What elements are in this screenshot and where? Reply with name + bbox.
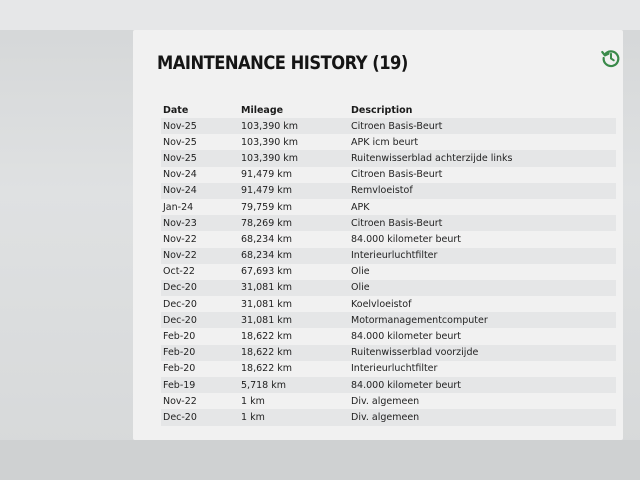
cell-date: Nov-25 (161, 150, 239, 166)
cell-description: 84.000 kilometer beurt (349, 377, 616, 393)
history-clock-icon (600, 47, 622, 69)
cell-date: Feb-20 (161, 361, 239, 377)
cell-description: Ruitenwisserblad voorzijde (349, 345, 616, 361)
table-row (161, 361, 616, 377)
cell-date: Nov-22 (161, 393, 239, 409)
cell-description: Div. algemeen (349, 409, 616, 425)
cell-description: Ruitenwisserblad achterzijde links (349, 150, 616, 166)
table-row (161, 393, 616, 409)
cell-mileage: 91,479 km (239, 183, 349, 199)
cell-description: APK (349, 199, 616, 215)
table-row (161, 231, 616, 247)
table-row (161, 377, 616, 393)
table-row (161, 264, 616, 280)
cell-date: Feb-20 (161, 328, 239, 344)
table-row (161, 134, 616, 150)
maintenance-history-table (161, 102, 616, 426)
cell-mileage: 103,390 km (239, 150, 349, 166)
cell-mileage: 91,479 km (239, 167, 349, 183)
cell-mileage: 103,390 km (239, 134, 349, 150)
table-row (161, 312, 616, 328)
top-band (0, 0, 640, 30)
table-row (161, 248, 616, 264)
cell-date: Nov-22 (161, 231, 239, 247)
table-row (161, 167, 616, 183)
header-description: Description (351, 104, 413, 116)
header-mileage: Mileage (241, 104, 284, 116)
cell-mileage: 1 km (239, 409, 349, 425)
header-date: Date (163, 104, 189, 116)
cell-mileage: 18,622 km (239, 361, 349, 377)
table-row (161, 280, 616, 296)
table-row (161, 150, 616, 166)
cell-description: Citroen Basis-Beurt (349, 167, 616, 183)
cell-description: Motormanagementcomputer (349, 312, 616, 328)
cell-date: Nov-25 (161, 118, 239, 134)
cell-date: Dec-20 (161, 280, 239, 296)
table-header-row (161, 102, 616, 118)
cell-description: 84.000 kilometer beurt (349, 328, 616, 344)
cell-mileage: 31,081 km (239, 296, 349, 312)
cell-description: Citroen Basis-Beurt (349, 215, 616, 231)
cell-mileage: 31,081 km (239, 280, 349, 296)
maintenance-history-panel (133, 30, 623, 440)
table-row (161, 183, 616, 199)
table-row (161, 215, 616, 231)
table-row (161, 409, 616, 425)
cell-mileage: 1 km (239, 393, 349, 409)
cell-description: Interieurluchtfilter (349, 361, 616, 377)
table-body (161, 118, 616, 426)
history-button[interactable] (600, 47, 622, 69)
cell-description: 84.000 kilometer beurt (349, 231, 616, 247)
table-row (161, 118, 616, 134)
cell-mileage: 78,269 km (239, 215, 349, 231)
table-row (161, 199, 616, 215)
cell-date: Dec-20 (161, 296, 239, 312)
cell-description: Olie (349, 264, 616, 280)
cell-date: Nov-22 (161, 248, 239, 264)
cell-date: Nov-24 (161, 183, 239, 199)
cell-mileage: 68,234 km (239, 231, 349, 247)
cell-date: Dec-20 (161, 409, 239, 425)
cell-mileage: 31,081 km (239, 312, 349, 328)
cell-mileage: 5,718 km (239, 377, 349, 393)
page-title: MAINTENANCE HISTORY (19) (157, 52, 408, 74)
bottom-band (0, 440, 640, 480)
table-row (161, 296, 616, 312)
cell-description: APK icm beurt (349, 134, 616, 150)
cell-date: Oct-22 (161, 264, 239, 280)
cell-description: Div. algemeen (349, 393, 616, 409)
cell-date: Nov-25 (161, 134, 239, 150)
cell-description: Olie (349, 280, 616, 296)
cell-mileage: 18,622 km (239, 345, 349, 361)
cell-date: Jan-24 (161, 199, 239, 215)
table-row (161, 345, 616, 361)
cell-description: Koelvloeistof (349, 296, 616, 312)
cell-date: Nov-24 (161, 167, 239, 183)
cell-date: Feb-20 (161, 345, 239, 361)
cell-date: Dec-20 (161, 312, 239, 328)
cell-description: Interieurluchtfilter (349, 248, 616, 264)
cell-mileage: 67,693 km (239, 264, 349, 280)
cell-mileage: 103,390 km (239, 118, 349, 134)
cell-mileage: 68,234 km (239, 248, 349, 264)
cell-date: Feb-19 (161, 377, 239, 393)
cell-mileage: 18,622 km (239, 328, 349, 344)
cell-mileage: 79,759 km (239, 199, 349, 215)
cell-date: Nov-23 (161, 215, 239, 231)
cell-description: Citroen Basis-Beurt (349, 118, 616, 134)
cell-description: Remvloeistof (349, 183, 616, 199)
table-row (161, 328, 616, 344)
